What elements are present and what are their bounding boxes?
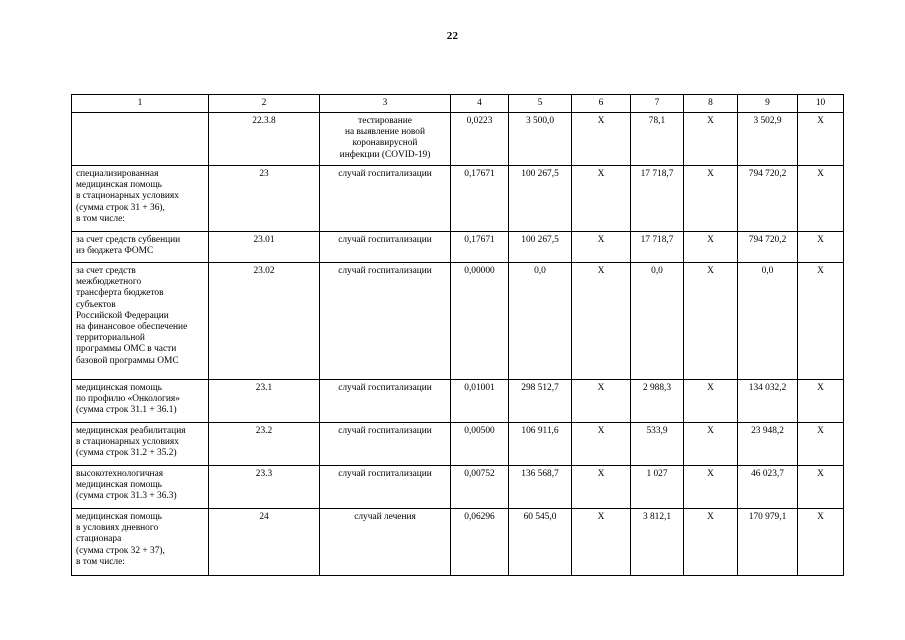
row-name-cell	[72, 166, 209, 232]
row-value-c6: X	[572, 113, 631, 166]
row-name-line: межбюджетного	[76, 277, 142, 288]
row-value-c10: X	[798, 380, 844, 423]
row-name-line: высокотехнологичная	[76, 469, 164, 479]
row-value-c7: 78,1	[631, 113, 684, 166]
row-value-c4: 0,17671	[451, 232, 509, 263]
table-row	[72, 423, 844, 466]
row-name-line: медицинская помощь	[76, 512, 162, 522]
row-value-c9: 134 032,2	[738, 380, 798, 423]
row-value-c10: X	[798, 466, 844, 509]
row-value-c9: 794 720,2	[738, 166, 798, 232]
row-code-cell: 23.02	[209, 263, 320, 380]
row-value-c8: X	[684, 166, 738, 232]
row-name-line: территориальной	[76, 333, 145, 344]
header-cell: 6	[572, 95, 631, 113]
row-unit-line: случай госпитализации	[338, 235, 432, 245]
row-value-c6: X	[572, 509, 631, 576]
row-name-cell	[72, 113, 209, 166]
row-name-line: (сумма строк 31 + 36),	[76, 202, 165, 213]
row-name-line: в условиях дневного	[76, 523, 159, 534]
row-value-c8: X	[684, 232, 738, 263]
row-value-c7: 2 988,3	[631, 380, 684, 423]
row-name-cell	[72, 423, 209, 466]
row-value-c10: X	[798, 263, 844, 380]
row-value-c9: 3 502,9	[738, 113, 798, 166]
row-value-c9: 0,0	[738, 263, 798, 380]
row-unit-line: случай госпитализации	[338, 169, 432, 179]
row-value-c7: 17 718,7	[631, 166, 684, 232]
row-unit-line: случай лечения	[354, 512, 416, 522]
header-cell: 2	[209, 95, 320, 113]
row-value-c6: X	[572, 232, 631, 263]
row-name-cell	[72, 466, 209, 509]
row-value-c10: X	[798, 113, 844, 166]
row-value-c9: 170 979,1	[738, 509, 798, 576]
row-value-c10: X	[798, 232, 844, 263]
table-row	[72, 509, 844, 576]
row-unit-line: на выявление новой	[344, 127, 425, 138]
row-value-c8: X	[684, 113, 738, 166]
row-code-cell: 24	[209, 509, 320, 576]
row-code-cell: 23.2	[209, 423, 320, 466]
row-value-c9: 46 023,7	[738, 466, 798, 509]
row-code-cell: 22.3.8	[209, 113, 320, 166]
row-name-line: по профилю «Онкология»	[76, 394, 180, 405]
row-value-c7: 1 027	[631, 466, 684, 509]
row-value-c10: X	[798, 423, 844, 466]
row-name-line: (сумма строк 31.2 + 35.2)	[76, 448, 177, 459]
row-unit-cell	[320, 380, 451, 423]
row-unit-cell	[320, 466, 451, 509]
row-unit-line: случай госпитализации	[338, 426, 432, 436]
row-value-c7: 3 812,1	[631, 509, 684, 576]
table-row	[72, 166, 844, 232]
row-name-line: стационара	[76, 534, 122, 545]
row-name-line: в том числе:	[76, 213, 125, 224]
row-value-c5: 100 267,5	[509, 232, 572, 263]
row-value-c7: 533,9	[631, 423, 684, 466]
header-cell: 3	[320, 95, 451, 113]
row-value-c4: 0,0223	[451, 113, 509, 166]
row-value-c8: X	[684, 263, 738, 380]
header-cell: 8	[684, 95, 738, 113]
row-value-c5: 298 512,7	[509, 380, 572, 423]
row-name-line: в стационарных условиях	[76, 437, 179, 448]
row-value-c4: 0,00752	[451, 466, 509, 509]
row-name-line: медицинская реабилитация	[76, 426, 186, 436]
row-name-cell	[72, 263, 209, 380]
row-name-line: (сумма строк 32 + 37),	[76, 545, 165, 556]
row-name-line: (сумма строк 31.1 + 36.1)	[76, 405, 177, 416]
row-code-cell: 23	[209, 166, 320, 232]
row-unit-line: случай госпитализации	[338, 469, 432, 479]
row-name-line: за счет средств	[76, 266, 136, 276]
row-unit-line: случай госпитализации	[338, 383, 432, 393]
row-value-c6: X	[572, 423, 631, 466]
row-name-line: базовой программы ОМС	[76, 355, 179, 366]
row-name-cell	[72, 232, 209, 263]
row-value-c10: X	[798, 509, 844, 576]
row-value-c4: 0,01001	[451, 380, 509, 423]
row-code-cell: 23.1	[209, 380, 320, 423]
table-row	[72, 113, 844, 166]
row-name-line: Российской Федерации	[76, 310, 169, 321]
row-name-line: субъектов	[76, 299, 116, 310]
row-value-c5: 3 500,0	[509, 113, 572, 166]
header-row	[72, 95, 844, 113]
row-name-line: (сумма строк 31.3 + 36.3)	[76, 491, 177, 502]
data-table	[71, 94, 844, 576]
row-name-line: на финансовое обеспечение	[76, 322, 188, 333]
row-value-c6: X	[572, 263, 631, 380]
table-row	[72, 380, 844, 423]
row-value-c6: X	[572, 166, 631, 232]
row-unit-line: коронавирусной	[352, 138, 418, 149]
row-value-c5: 100 267,5	[509, 166, 572, 232]
row-value-c4: 0,00000	[451, 263, 509, 380]
row-unit-line: случай госпитализации	[338, 266, 432, 276]
header-cell: 4	[451, 95, 509, 113]
row-unit-cell	[320, 232, 451, 263]
row-value-c4: 0,17671	[451, 166, 509, 232]
row-unit-line: инфекции (COVID-19)	[339, 149, 431, 160]
row-name-cell	[72, 509, 209, 576]
row-name-line: трансферта бюджетов	[76, 288, 164, 299]
row-value-c8: X	[684, 466, 738, 509]
row-code-cell: 23.3	[209, 466, 320, 509]
header-cell: 10	[798, 95, 844, 113]
row-code-cell: 23.01	[209, 232, 320, 263]
row-value-c5: 0,0	[509, 263, 572, 380]
row-value-c9: 794 720,2	[738, 232, 798, 263]
row-value-c5: 60 545,0	[509, 509, 572, 576]
row-name-line: медицинская помощь	[76, 480, 162, 491]
row-unit-cell	[320, 423, 451, 466]
row-name-line: программы ОМС в части	[76, 344, 177, 355]
row-unit-cell	[320, 166, 451, 232]
row-value-c6: X	[572, 466, 631, 509]
row-unit-cell	[320, 113, 451, 166]
row-value-c9: 23 948,2	[738, 423, 798, 466]
row-value-c5: 136 568,7	[509, 466, 572, 509]
header-cell: 7	[631, 95, 684, 113]
row-name-line: из бюджета ФОМС	[76, 246, 154, 257]
table-row	[72, 263, 844, 380]
table-row	[72, 466, 844, 509]
row-unit-line: тестирование	[358, 116, 412, 126]
row-value-c5: 106 911,6	[509, 423, 572, 466]
header-cell: 5	[509, 95, 572, 113]
row-unit-cell	[320, 509, 451, 576]
row-name-cell	[72, 380, 209, 423]
row-value-c4: 0,06296	[451, 509, 509, 576]
row-name-line: в стационарных условиях	[76, 191, 179, 202]
row-value-c10: X	[798, 166, 844, 232]
table-row	[72, 232, 844, 263]
row-value-c7: 0,0	[631, 263, 684, 380]
row-unit-cell	[320, 263, 451, 380]
row-value-c8: X	[684, 509, 738, 576]
row-value-c8: X	[684, 380, 738, 423]
row-name-line: медицинская помощь	[76, 180, 162, 191]
row-value-c4: 0,00500	[451, 423, 509, 466]
header-cell: 9	[738, 95, 798, 113]
row-value-c8: X	[684, 423, 738, 466]
row-value-c6: X	[572, 380, 631, 423]
row-name-line: в том числе:	[76, 556, 125, 567]
row-name-line: за счет средств субвенции	[76, 235, 181, 245]
table-body	[72, 95, 844, 576]
header-cell: 1	[72, 95, 209, 113]
page-number: 22	[446, 30, 459, 42]
row-name-line: медицинская помощь	[76, 383, 162, 393]
row-value-c7: 17 718,7	[631, 232, 684, 263]
row-name-line: специализированная	[76, 169, 159, 179]
